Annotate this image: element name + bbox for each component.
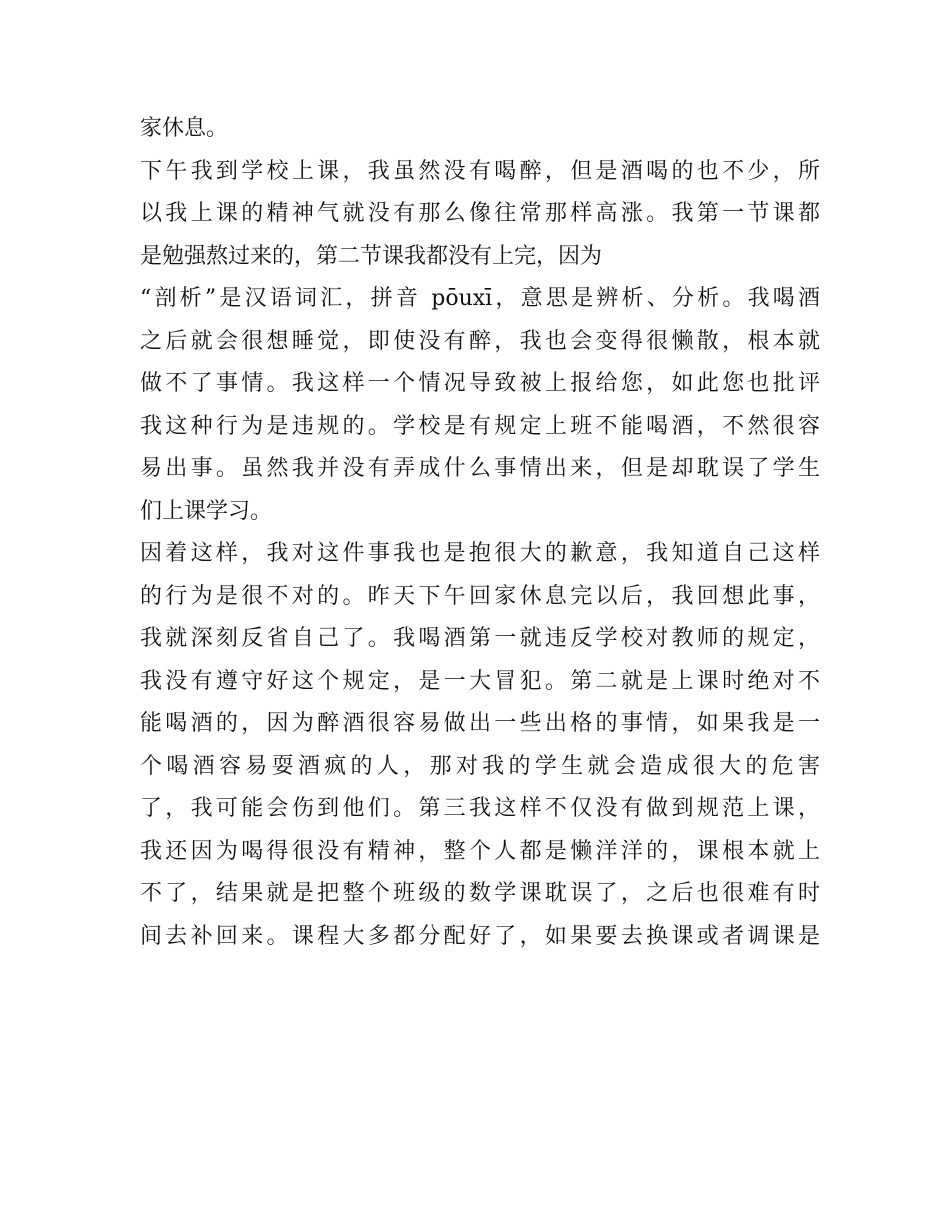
text-line: “剖析”是汉语词汇，拼音 pōuxī，意思是辨析、分析。我喝酒 — [140, 286, 820, 311]
text-line: 们上课学习。 — [140, 498, 273, 524]
text-line: 了，我可能会伤到他们。第三我这样不仅没有做到规范上课， — [140, 796, 820, 821]
text-line: 下午我到学校上课，我虽然没有喝醉，但是酒喝的也不少，所 — [140, 158, 820, 184]
text-line: 我这种行为是违规的。学校是有规定上班不能喝酒，不然很容 — [140, 413, 820, 439]
text-line: 以我上课的精神气就没有那么像往常那样高涨。我第一节课都 — [140, 201, 820, 226]
text-line: 做不了事情。我这样一个情况导致被上报给您，如此您也批评 — [140, 371, 820, 396]
text-line: 因着这样，我对这件事我也是抱很大的歉意，我知道自己这样 — [140, 541, 820, 566]
body-text — [140, 108, 820, 958]
text-line: 个喝酒容易耍酒疯的人，那对我的学生就会造成很大的危害 — [140, 753, 820, 779]
text-line: 之后就会很想睡觉，即使没有醉，我也会变得很懒散，根本就 — [140, 328, 820, 354]
text-line: 能喝酒的，因为醉酒很容易做出一些出格的事情，如果我是一 — [140, 711, 820, 736]
text-line: 家休息。 — [140, 116, 229, 141]
text-line: 的行为是很不对的。昨天下午回家休息完以后，我回想此事， — [140, 583, 820, 609]
text-line: 不了，结果就是把整个班级的数学课耽误了，之后也很难有时 — [140, 881, 820, 906]
text-line: 我还因为喝得很没有精神，整个人都是懒洋洋的，课根本就上 — [140, 838, 820, 864]
text-line: 易出事。虽然我并没有弄成什么事情出来，但是却耽误了学生 — [140, 456, 820, 481]
text-line: 间去补回来。课程大多都分配好了，如果要去换课或者调课是 — [140, 923, 820, 949]
text-line: 我没有遵守好这个规定，是一大冒犯。第二就是上课时绝对不 — [140, 668, 820, 694]
text-line: 我就深刻反省自己了。我喝酒第一就违反学校对教师的规定， — [140, 626, 820, 651]
text-line: 是勉强熬过来的，第二节课我都没有上完，因为 — [140, 243, 603, 269]
